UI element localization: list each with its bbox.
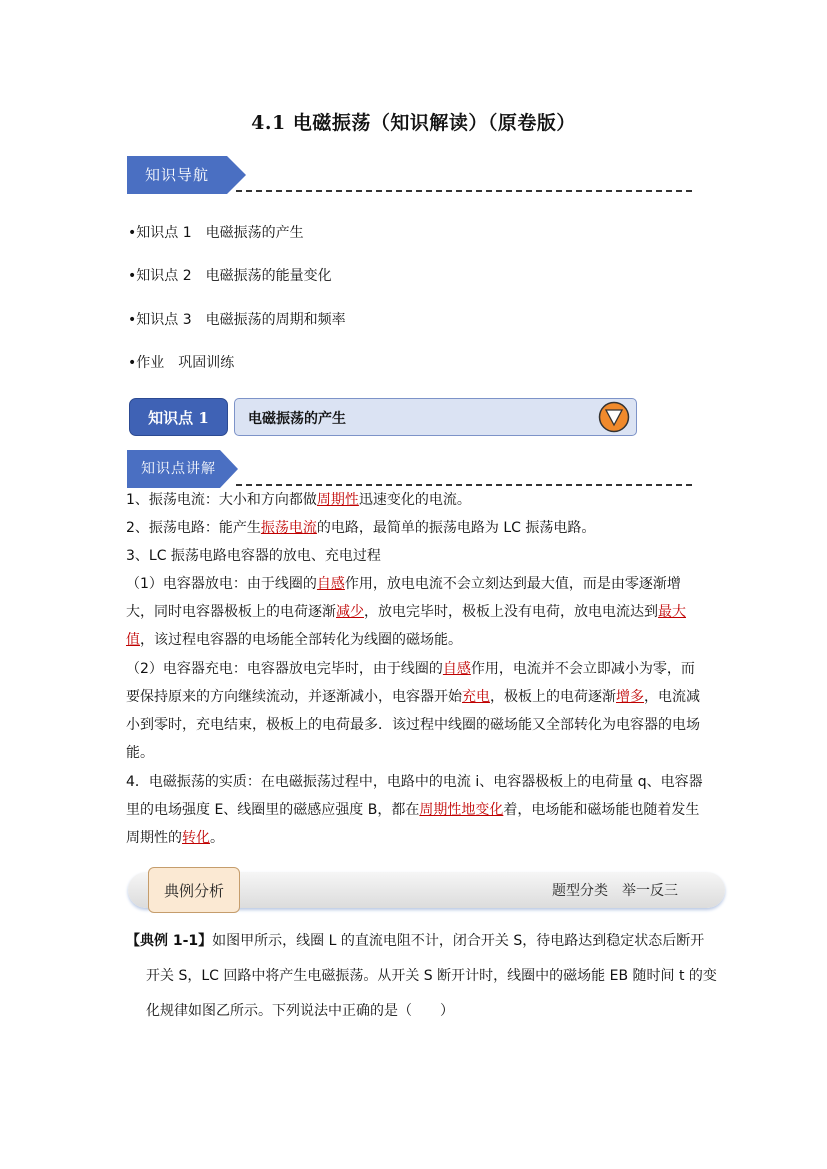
example-question-text: 如图甲所示，线圈 L 的直流电阻不计，闭合开关 S，待电路达到稳定状态后断开开关 S，LC 回路中将产生电磁振荡。从开关 S 断开计时，线圈中的磁场能 EB 随时间 t 的变化规律如图乙所示。下列说法中正确的是（ ） xyxy=(146,933,717,1019)
example-question xyxy=(126,924,718,1029)
emphasis-text: 转化 xyxy=(182,830,210,846)
toc-item-label: 电磁振荡的产生 xyxy=(205,225,304,241)
emphasis-text: 周期性 xyxy=(316,492,359,508)
toc-item-number: •知识点 3 xyxy=(128,312,192,328)
emphasis-text: 充电 xyxy=(462,689,490,705)
nav-banner-label: 知识导航 xyxy=(145,166,210,184)
toc-item-1[interactable] xyxy=(128,222,304,242)
example-practice-label: 举一反三 xyxy=(622,883,678,899)
emphasis-text: 自感 xyxy=(316,576,345,592)
lecture-banner xyxy=(127,450,239,488)
paragraph-essence: 4．电磁振荡的实质：在电磁振荡过程中，电路中的电流 i、电容器极板上的电荷量 q、电容器里的电场强度 E、线圈里的磁感应强度 B，都在周期性地变化着，电场能和磁场能也随着发生周期性的转化。 xyxy=(126,774,703,846)
toc-item-2[interactable] xyxy=(128,265,332,285)
lecture-banner-label: 知识点讲解 xyxy=(141,461,216,477)
emphasis-text: 最大值 xyxy=(126,604,686,648)
toc-item-number: •知识点 1 xyxy=(128,225,192,241)
paragraph-charge: （2）电容器充电：电容器放电完毕时，由于线圈的自感作用，电流并不会立即减小为零，而要保持原来的方向继续流动，并逐渐减小，电容器开始充电，极板上的电荷逐渐增多，电流减小到零时，充电结束，极板上的电荷最多．该过程中线圈的磁场能又全部转化为电容器的电场能。 xyxy=(126,661,700,761)
toc-item-number: •作业 xyxy=(128,355,165,371)
emphasis-text: 减少 xyxy=(336,604,364,620)
nav-banner xyxy=(127,156,247,194)
knowledge-point-title: 电磁振荡的产生 xyxy=(248,411,346,427)
emphasis-text: 周期性地变化 xyxy=(419,802,504,818)
knowledge-point-bar[interactable] xyxy=(234,398,637,436)
emphasis-text: 增多 xyxy=(616,689,644,705)
paragraph-oscillating-circuit: 2、振荡电路：能产生振荡电流的电路，最简单的振荡电路为 LC 振荡电路。 xyxy=(126,520,596,536)
toc-item-label: 巩固训练 xyxy=(178,355,235,371)
divider xyxy=(236,190,692,192)
paragraph-discharge: （1）电容器放电：由于线圈的自感作用，放电电流不会立刻达到最大值，而是由零逐渐增大，同时电容器极板上的电荷逐渐减少，放电完毕时，极板上没有电荷，放电电流达到最大值，该过程电容器的电场能全部转化为线圈的磁场能。 xyxy=(126,576,686,648)
toc-item-3[interactable] xyxy=(128,309,346,329)
toc-item-4[interactable] xyxy=(128,352,234,372)
example-question-label: 【典例 1-1】 xyxy=(126,933,213,949)
emphasis-text: 振荡电流 xyxy=(260,520,317,536)
toc-item-number: •知识点 2 xyxy=(128,268,192,284)
paragraph-heading: 3、LC 振荡电路电容器的放电、充电过程 xyxy=(126,548,381,564)
example-category-label: 题型分类 xyxy=(552,883,608,899)
expand-triangle-icon[interactable] xyxy=(598,401,630,437)
knowledge-point-tag: 知识点 1 xyxy=(129,398,228,436)
page-title: 4.1 电磁振荡（知识解读）（原卷版） xyxy=(251,112,576,134)
emphasis-text: 自感 xyxy=(442,661,471,677)
paragraph-oscillating-current: 1、振荡电流：大小和方向都做周期性迅速变化的电流。 xyxy=(126,492,471,508)
toc-item-label: 电磁振荡的周期和频率 xyxy=(205,312,346,328)
toc-item-label: 电磁振荡的能量变化 xyxy=(205,268,332,284)
example-tag: 典例分析 xyxy=(148,867,240,913)
example-banner-right xyxy=(552,880,692,900)
